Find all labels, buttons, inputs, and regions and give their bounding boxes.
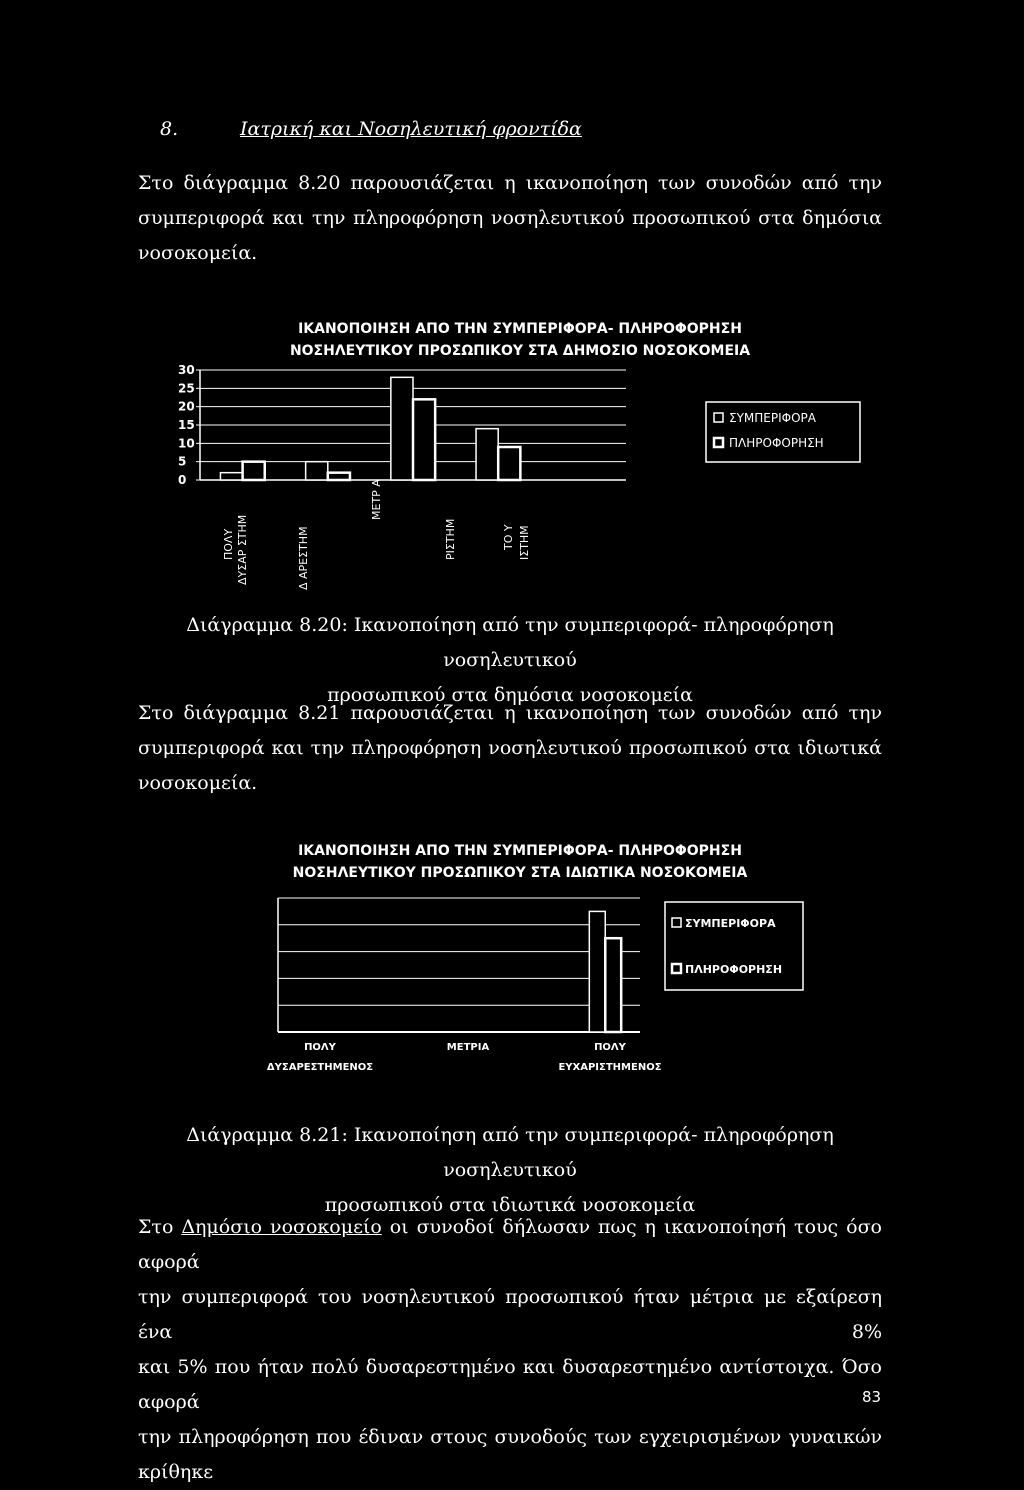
legend-swatch-behavior [714, 413, 723, 422]
paragraph-line: νοσοκομεία. [138, 772, 258, 794]
legend-label-behavior: ΣΥΜΠΕΡΙΦΟΡΑ [685, 917, 776, 930]
chart-1-title [200, 318, 840, 362]
x-label: ΙΣΤΗΜ [518, 525, 531, 560]
y-tick-label: 20 [178, 399, 195, 414]
chart-2 [250, 890, 820, 1080]
chart-1-y-ticks [178, 363, 200, 487]
y-tick-label: 25 [178, 381, 195, 396]
chart-title-line: ΙΚΑΝΟΠΟΙΗΣΗ ΑΠΟ ΤΗΝ ΣΥΜΠΕΡΙΦΟΡΑ- ΠΛΗΡΟΦΟΡΗΣΗ [298, 321, 742, 337]
x-label: ΠΟΛΥ [304, 1042, 336, 1053]
x-label: ΜΕΤΡΙΑ [446, 1042, 490, 1053]
chart-1-bars [220, 377, 520, 480]
bar [328, 473, 350, 480]
caption-line: Διάγραμμα 8.20: Ικανοποίηση από την συμπεριφορά- πληροφόρηση νοσηλευτικού [186, 614, 834, 671]
chart-2-x-labels [267, 1042, 662, 1073]
x-label: ΔΥΣΑΡΕΣΤΗΜΕΝΟΣ [266, 1062, 374, 1073]
intro-paragraph-2 [138, 696, 882, 801]
paragraph-line: Στο διάγραμμα 8.21 παρουσιάζεται η ικανοποίηση των συνοδών από την [138, 702, 882, 724]
legend-box [665, 902, 803, 990]
legend-label-information: ΠΛΗΡΟΦΟΡΗΣΗ [685, 963, 783, 976]
x-label: ΠΟΛΥ [594, 1042, 626, 1053]
chart-2-legend [665, 902, 803, 990]
intro-paragraph-1 [138, 166, 882, 271]
x-label: Δ ΑΡΕΣΤΗΜ [297, 526, 310, 590]
public-hospital-link: Δημόσιο νοσοκομείο [181, 1216, 382, 1238]
legend-swatch-behavior [672, 918, 681, 927]
chart-title-line: ΙΚΑΝΟΠΟΙΗΣΗ ΑΠΟ ΤΗΝ ΣΥΜΠΕΡΙΦΟΡΑ- ΠΛΗΡΟΦΟΡΗΣΗ [298, 843, 742, 859]
paragraph-text: οι συνοδοί δήλωσαν πως η ικανοποίησή τους όσο αφορά [138, 1216, 882, 1273]
x-label: ΡΙΣΤΗΜ [444, 518, 457, 560]
bar [391, 377, 413, 480]
x-label: ΔΥΣΑΡ ΣΤΗΜ [236, 514, 249, 585]
chart-title-line: ΝΟΣΗΛΕΥΤΙΚΟΥ ΠΡΟΣΩΠΙΚΟΥ ΣΤΑ ΔΗΜΟΣΙΟ ΝΟΣΟΚΟΜΕΙΑ [289, 343, 751, 359]
y-tick-label: 15 [178, 418, 195, 432]
paragraph-line: την συμπεριφορά του νοσηλευτικού προσωπικού ήταν μέτρια με εξαίρεση ένα 8% [138, 1286, 882, 1343]
chart-title-line: ΝΟΣΗΛΕΥΤΙΚΟΥ ΠΡΟΣΩΠΙΚΟΥ ΣΤΑ ΙΔΙΩΤΙΚΑ ΝΟΣΟΚΟΜΕΙΑ [292, 865, 748, 881]
y-tick-label: 10 [178, 436, 195, 451]
paragraph-line: συμπεριφορά και την πληροφόρηση νοσηλευτικού προσωπικού στα δημόσια [138, 207, 882, 229]
x-label: ΤΟ Υ [502, 524, 515, 550]
bar [589, 911, 605, 1032]
bar [476, 429, 498, 480]
paragraph-line: συμπεριφορά και την πληροφόρηση νοσηλευτικού προσωπικού στα ιδιωτικά [138, 737, 882, 759]
bar [413, 399, 435, 480]
caption-line: προσωπικού στα δημόσια νοσοκομεία [327, 684, 693, 706]
section-number: 8. [160, 118, 179, 140]
chart-2-bars [589, 911, 621, 1032]
section-heading [160, 118, 582, 140]
x-label: ΜΕΤΡ Α [370, 479, 383, 520]
bar [243, 462, 265, 480]
legend-label-behavior: ΣΥΜΠΕΡΙΦΟΡΑ [729, 411, 816, 425]
x-label: ΠΟΛΥ [222, 528, 235, 560]
chart-1-legend [706, 402, 860, 462]
bar [220, 473, 242, 480]
caption-line: Διάγραμμα 8.21: Ικανοποίηση από την συμπεριφορά- πληροφόρηση νοσηλευτικού [186, 1124, 834, 1181]
paragraph-line [138, 1210, 882, 1280]
x-label: ΕΥΧΑΡΙΣΤΗΜΕΝΟΣ [558, 1062, 662, 1073]
caption-2 [138, 1118, 882, 1223]
paragraph-line: Στο διάγραμμα 8.20 παρουσιάζεται η ικανοποίηση των συνοδών από την [138, 172, 882, 194]
bar [605, 938, 621, 1032]
chart-2-title [220, 840, 820, 884]
y-tick-label: 5 [178, 454, 187, 469]
paragraph-line: νοσοκομεία. [138, 242, 258, 264]
section-title: Ιατρική και Νοσηλευτική φροντίδα [240, 118, 582, 140]
paragraph-line: την πληροφόρηση που έδιναν στους συνοδούς των εγχειρισμένων γυναικών κρίθηκε [138, 1426, 882, 1483]
bar [498, 447, 520, 480]
y-tick-label: 0 [178, 473, 187, 487]
page-number: 83 [862, 1388, 882, 1406]
caption-line: προσωπικού στα ιδιωτικά νοσοκομεία [324, 1194, 696, 1216]
chart-2-grid [278, 898, 640, 1032]
final-paragraph [138, 1210, 882, 1490]
y-tick-label: 30 [178, 363, 195, 377]
chart-1-x-labels [222, 479, 531, 590]
legend-swatch-information [672, 964, 681, 973]
legend-label-information: ΠΛΗΡΟΦΟΡΗΣΗ [729, 436, 824, 450]
paragraph-line: και 5% που ήταν πολύ δυσαρεστημένο και δυσαρεστημένο αντίστοιχα. Όσο αφορά [138, 1356, 882, 1413]
chart-1 [150, 360, 880, 600]
paragraph-text: Στο [138, 1216, 182, 1238]
bar [306, 462, 328, 480]
legend-swatch-information [714, 438, 723, 447]
